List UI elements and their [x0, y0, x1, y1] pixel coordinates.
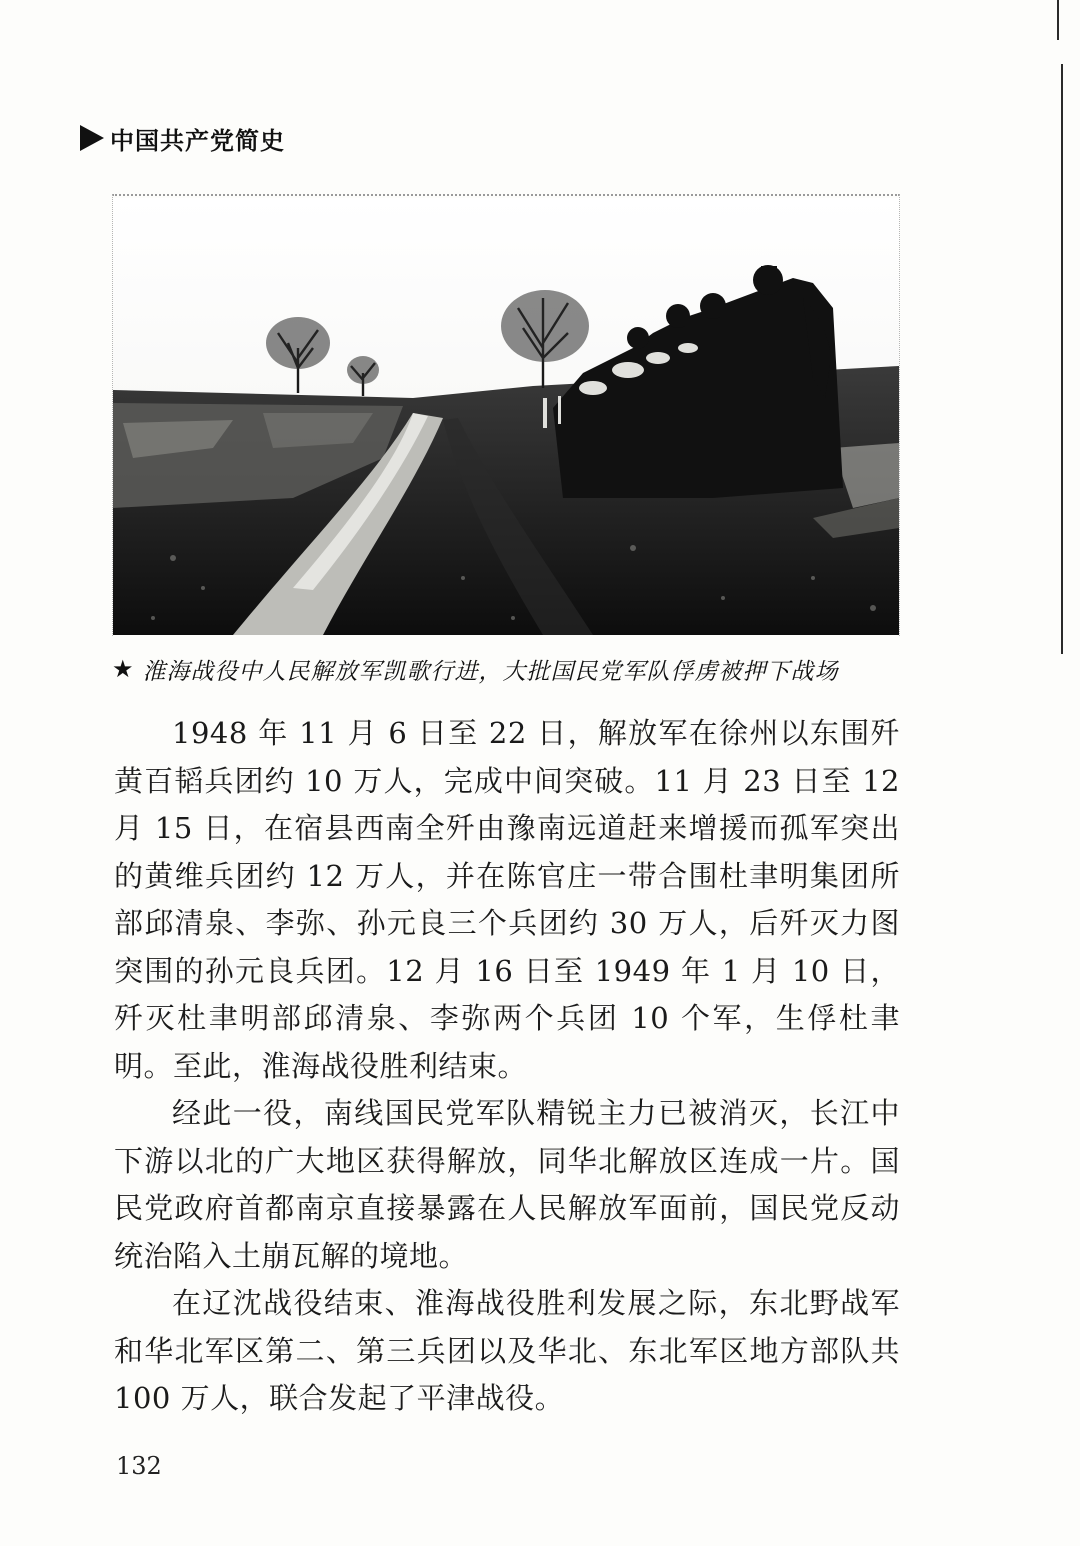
figure-caption: [112, 652, 839, 686]
book-title: 中国共产党简史: [110, 126, 285, 155]
paragraph-1: 1948 年 11 月 6 日至 22 日，解放军在徐州以东围歼黄百韬兵团约 10 万人，完成中间突破。11 月 23 日至 12 月 15 日，在宿县西南全歼由豫南远道赶来增援而孤军突出的黄维兵团约 12 万人，并在陈官庄一带合围杜聿明集团所部邱清泉、李弥、孙元良三个兵团约 30 万人，后歼灭力图突围的孙元良兵团。12 月 16 日至 1949 年 1 月 10 日，歼灭杜聿明部邱清泉、李弥两个兵团 10 个军，生俘杜聿明。至此，淮海战役胜利结束。: [114, 716, 900, 1083]
star-icon: ★: [112, 655, 135, 683]
page-number: 132: [116, 1452, 162, 1480]
historical-photo: [113, 198, 899, 635]
running-header: [80, 120, 285, 156]
triangle-bullet-icon: [80, 125, 104, 151]
paragraph-3: 在辽沈战役结束、淮海战役胜利发展之际，东北野战军和华北军区第二、第三兵团以及华北、东北军区地方部队共 100 万人，联合发起了平津战役。: [114, 1286, 900, 1415]
caption-text: 淮海战役中人民解放军凯歌行进，大批国民党军队俘虏被押下战场: [142, 658, 839, 685]
paragraph-2: 经此一役，南线国民党军队精锐主力已被消灭，长江中下游以北的广大地区获得解放，同华北解放区连成一片。国民党政府首都南京直接暴露在人民解放军面前，国民党反动统治陷入土崩瓦解的境地。: [114, 1096, 900, 1273]
scan-edge-line-main: [1061, 64, 1063, 654]
body-text: [114, 710, 900, 1423]
scan-edge-line-top: [1057, 0, 1059, 40]
